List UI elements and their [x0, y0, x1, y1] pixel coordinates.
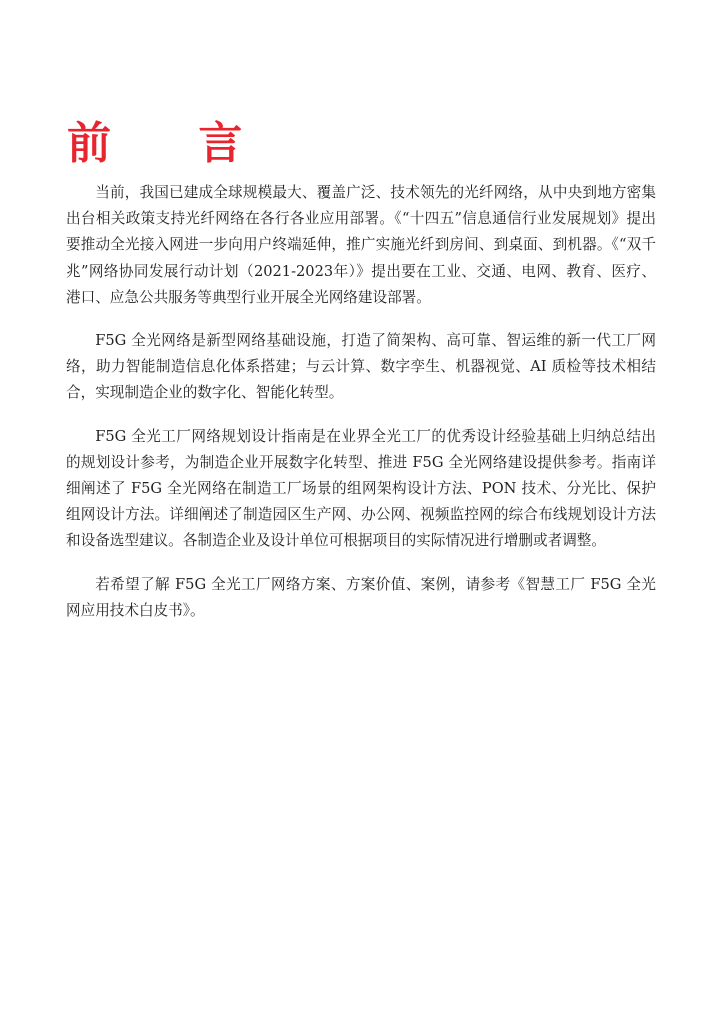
page-title: 前 言: [67, 118, 279, 169]
paragraph-1: 当前，我国已建成全球规模最大、覆盖广泛、技术领先的光纤网络，从中央到地方密集出台相关政策支持光纤网络在各行各业应用部署。《“十四五”信息通信行业发展规划》提出要推动全光接入网进一步向用户终端延伸，推广实施光纤到房间、到桌面、到机器。《“双千兆”网络协同发展行动计划（2021-2023年）》提出要在工业、交通、电网、教育、医疗、港口、应急公共服务等典型行业开展全光网络建设部署。: [66, 184, 656, 306]
body-text: [66, 180, 656, 641]
paragraph-2: F5G 全光网络是新型网络基础设施，打造了简架构、高可靠、智运维的新一代工厂网络，助力智能制造信息化体系搭建；与云计算、数字孪生、机器视觉、AI 质检等技术相结合，实现制造企业的数字化、智能化转型。: [66, 332, 656, 402]
paragraph-4: 若希望了解 F5G 全光工厂网络方案、方案价值、案例，请参考《智慧工厂 F5G 全光网应用技术白皮书》。: [66, 575, 656, 619]
paragraph-3: F5G 全光工厂网络规划设计指南是在业界全光工厂的优秀设计经验基础上归纳总结出的规划设计参考，为制造企业开展数字化转型、推进 F5G 全光网络建设提供参考。指南详细阐述了 F5G 全光网络在制造工厂场景的组网架构设计方法、PON 技术、分光比、保护组网设计方法。详细阐述了制造园区生产网、办公网、视频监控网的综合布线规划设计方法和设备选型建议。各制造企业及设计单位可根据项目的实际情况进行增删或者调整。: [66, 427, 656, 550]
